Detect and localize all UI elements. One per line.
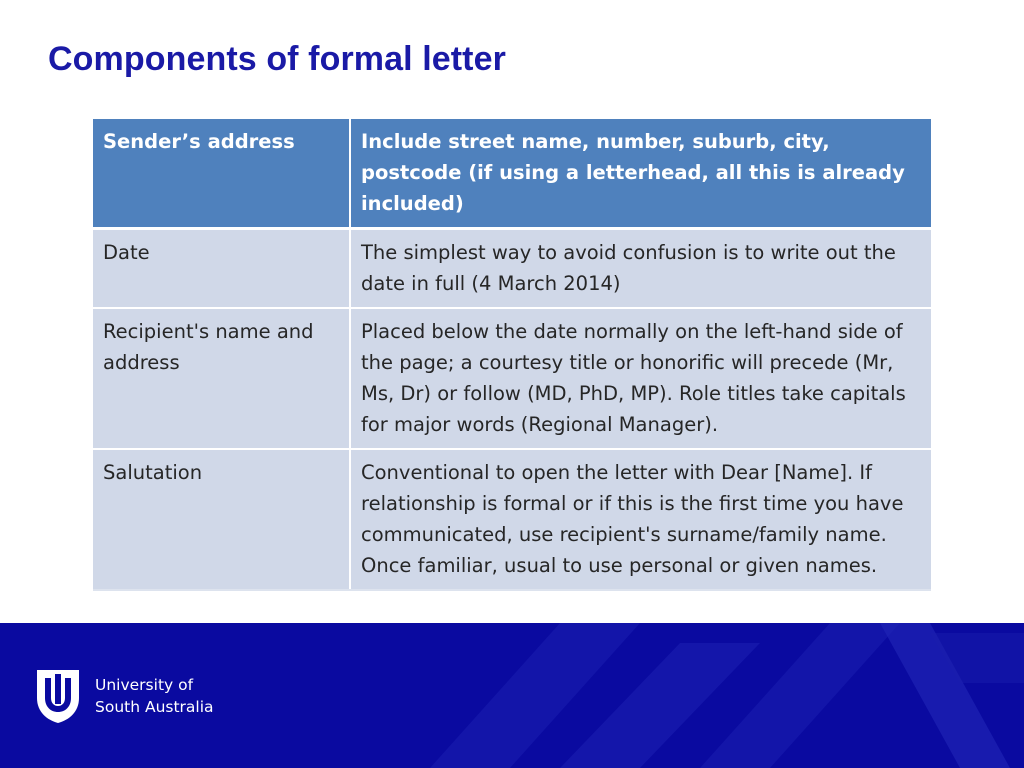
- logo-line-university-of: University of: [95, 676, 194, 694]
- table-header-row: [93, 119, 931, 229]
- table-row: [93, 308, 931, 449]
- unisa-shield-icon: [35, 668, 81, 724]
- components-table-container: [93, 119, 931, 591]
- header-cell-description: Include street name, number, suburb, city, postcode (if using a letterhead, all this is already included): [350, 119, 931, 229]
- table-row: [93, 449, 931, 590]
- table-row: [93, 229, 931, 309]
- row-component-cell: Date: [93, 229, 350, 309]
- slide-title: Components of formal letter: [48, 40, 506, 78]
- university-logo[interactable]: [35, 668, 214, 724]
- logo-line-south-australia: South Australia: [95, 698, 214, 716]
- footer-band: [0, 623, 1024, 768]
- header-cell-component: Sender’s address: [93, 119, 350, 229]
- logo-text: [95, 674, 214, 718]
- row-description-cell: Placed below the date normally on the left-hand side of the page; a courtesy title or honorific will precede (Mr, Ms, Dr) or follow (MD, PhD, MP). Role titles take capitals for major words (Regional Manager).: [350, 308, 931, 449]
- components-table: [93, 119, 931, 591]
- row-description-cell: Conventional to open the letter with Dear [Name]. If relationship is formal or if this is the first time you have communicated, use recipient's surname/family name. Once familiar, usual to use personal or given names.: [350, 449, 931, 590]
- row-component-cell: Salutation: [93, 449, 350, 590]
- row-description-cell: The simplest way to avoid confusion is to write out the date in full (4 March 2014): [350, 229, 931, 309]
- row-component-cell: Recipient's name and address: [93, 308, 350, 449]
